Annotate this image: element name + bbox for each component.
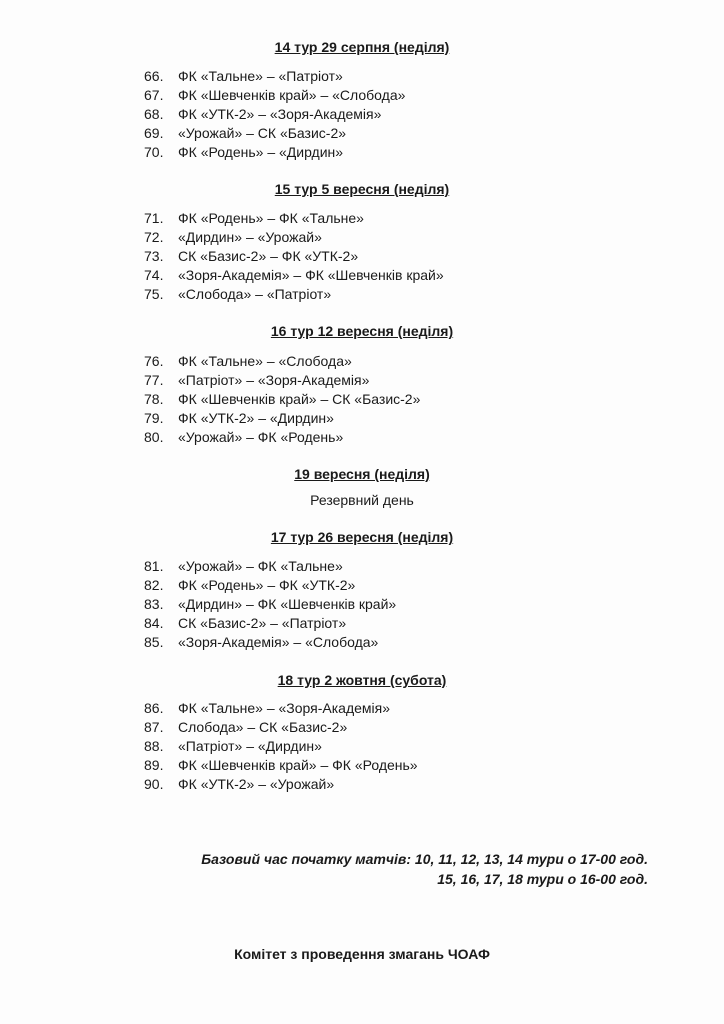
match-number: 68. — [144, 106, 164, 122]
match-number: 71. — [144, 210, 164, 226]
match-row — [144, 86, 405, 105]
match-row — [144, 285, 444, 304]
match-row — [144, 756, 418, 775]
match-teams: ФК «Шевченків край» – ФК «Родень» — [178, 757, 418, 773]
match-number: 86. — [144, 700, 164, 716]
match-teams: ФК «Родень» – ФК «Тальне» — [178, 210, 364, 226]
match-row — [144, 633, 396, 652]
match-teams: Слобода» – СК «Базис-2» — [178, 719, 348, 735]
match-row — [144, 124, 405, 143]
match-row — [144, 371, 420, 390]
round-14-heading: 14 тур 29 серпня (неділя) — [274, 39, 450, 55]
match-teams: «Слобода» – «Патріот» — [178, 286, 332, 302]
match-teams: ФК «УТК-2» – «Урожай» — [178, 776, 335, 792]
round-16-match-list — [144, 352, 420, 447]
match-row — [144, 209, 444, 228]
match-teams: «Зоря-Академія» – ФК «Шевченків край» — [178, 267, 444, 283]
match-teams: ФК «Шевченків край» – «Слобода» — [178, 87, 406, 103]
reserve-day-heading: 19 вересня (неділя) — [294, 466, 430, 482]
match-teams: «Зоря-Академія» – «Слобода» — [178, 634, 379, 650]
match-teams: ФК «УТК-2» – «Дирдин» — [178, 410, 334, 426]
match-number: 76. — [144, 353, 164, 369]
match-number: 78. — [144, 391, 164, 407]
match-number: 75. — [144, 286, 164, 302]
match-row — [144, 614, 396, 633]
round-15-match-list — [144, 209, 444, 304]
match-number: 83. — [144, 596, 164, 612]
match-teams: «Патріот» – «Дирдин» — [178, 738, 322, 754]
match-number: 85. — [144, 634, 164, 650]
match-number: 67. — [144, 87, 164, 103]
match-teams: «Урожай» – СК «Базис-2» — [178, 125, 347, 141]
match-teams: «Дирдин» – «Урожай» — [178, 229, 322, 245]
base-time-line-2: 15, 16, 17, 18 тури о 16-00 год. — [437, 871, 648, 887]
base-time-note — [201, 849, 648, 889]
match-row — [144, 105, 405, 124]
match-number: 87. — [144, 719, 164, 735]
match-number: 90. — [144, 776, 164, 792]
match-number: 66. — [144, 68, 164, 84]
match-teams: СК «Базис-2» – «Патріот» — [178, 615, 347, 631]
match-number: 73. — [144, 248, 164, 264]
match-row — [144, 737, 418, 756]
match-row — [144, 352, 420, 371]
match-teams: ФК «Шевченків край» – СК «Базис-2» — [178, 391, 421, 407]
reserve-day-text: Резервний день — [310, 492, 414, 508]
base-time-line-1: Базовий час початку матчів: 10, 11, 12, 13, 14 тури о 17-00 год. — [201, 851, 648, 867]
match-row — [144, 718, 418, 737]
match-teams: «Патріот» – «Зоря-Академія» — [178, 372, 370, 388]
match-row — [144, 247, 444, 266]
match-row — [144, 409, 420, 428]
match-row — [144, 228, 444, 247]
committee-footer: Комітет з проведення змагань ЧОАФ — [234, 946, 490, 962]
round-18-match-list — [144, 699, 418, 794]
match-number: 70. — [144, 144, 164, 160]
match-number: 74. — [144, 267, 164, 283]
round-16-heading: 16 тур 12 вересня (неділя) — [270, 323, 454, 339]
round-15-heading: 15 тур 5 вересня (неділя) — [274, 181, 450, 197]
match-number: 77. — [144, 372, 164, 388]
match-row — [144, 699, 418, 718]
match-teams: ФК «Тальне» – «Патріот» — [178, 68, 343, 84]
match-number: 81. — [144, 558, 164, 574]
match-row — [144, 775, 418, 794]
match-row — [144, 428, 420, 447]
match-teams: ФК «Тальне» – «Слобода» — [178, 353, 352, 369]
round-17-heading: 17 тур 26 вересня (неділя) — [270, 529, 454, 545]
match-teams: «Урожай» – ФК «Родень» — [178, 429, 344, 445]
match-row — [144, 390, 420, 409]
match-number: 82. — [144, 577, 164, 593]
match-teams: СК «Базис-2» – ФК «УТК-2» — [178, 248, 359, 264]
match-number: 84. — [144, 615, 164, 631]
match-number: 80. — [144, 429, 164, 445]
match-number: 79. — [144, 410, 164, 426]
match-row — [144, 595, 396, 614]
round-14-match-list — [144, 67, 405, 162]
match-row — [144, 67, 405, 86]
match-row — [144, 266, 444, 285]
match-teams: ФК «Родень» – ФК «УТК-2» — [178, 577, 356, 593]
match-teams: ФК «Тальне» – «Зоря-Академія» — [178, 700, 391, 716]
match-teams: «Дирдин» – ФК «Шевченків край» — [178, 596, 397, 612]
round-18-heading: 18 тур 2 жовтня (субота) — [277, 672, 447, 688]
match-teams: «Урожай» – ФК «Тальне» — [178, 558, 343, 574]
match-row — [144, 143, 405, 162]
match-row — [144, 576, 396, 595]
match-number: 88. — [144, 738, 164, 754]
match-number: 69. — [144, 125, 164, 141]
match-row — [144, 557, 396, 576]
match-teams: ФК «УТК-2» – «Зоря-Академія» — [178, 106, 382, 122]
match-number: 72. — [144, 229, 164, 245]
match-number: 89. — [144, 757, 164, 773]
match-teams: ФК «Родень» – «Дирдин» — [178, 144, 344, 160]
round-17-match-list — [144, 557, 396, 652]
